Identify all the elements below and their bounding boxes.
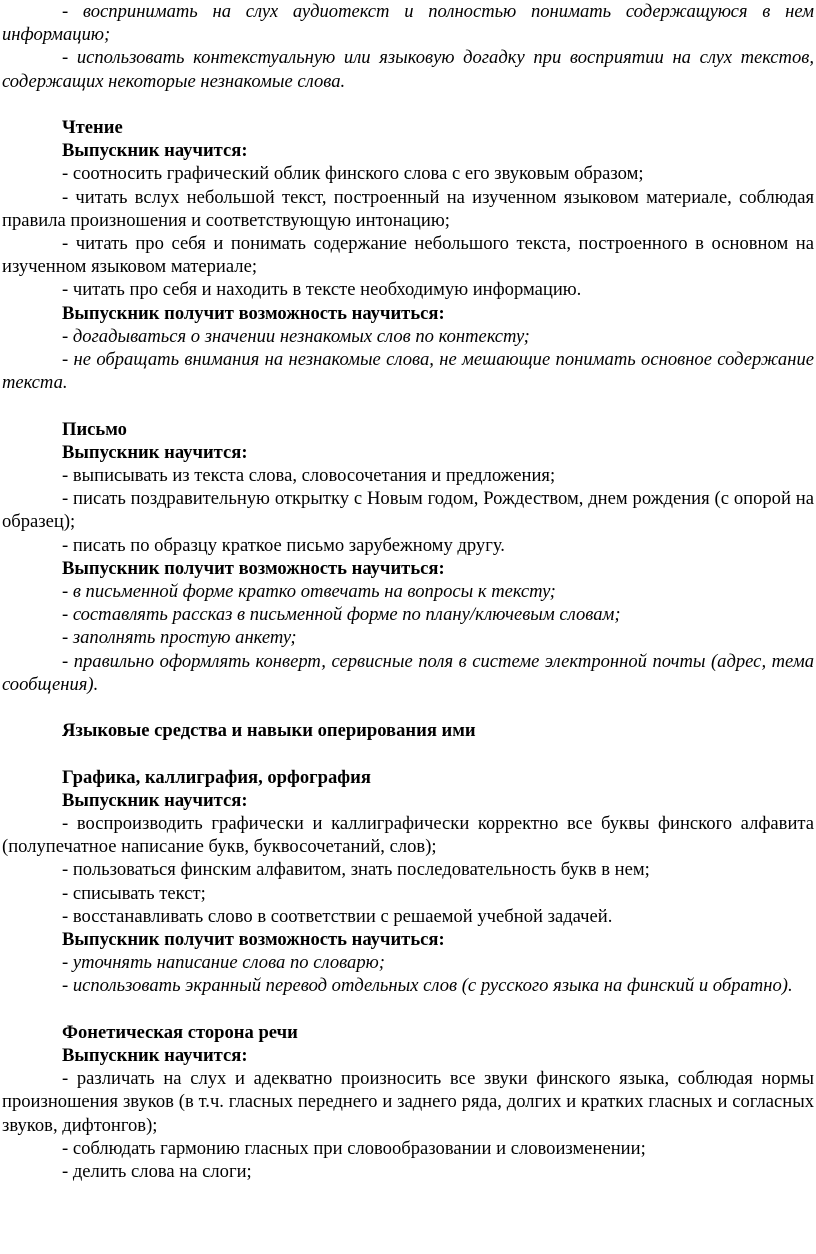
writing-opportunity-heading: Выпускник получит возможность научиться: xyxy=(62,557,445,579)
reading-learn-heading: Выпускник научится: xyxy=(62,140,248,162)
graphics-learn-item-4: - восстанавливать слово в соответствии с решаемой учебной задачей. xyxy=(62,905,613,927)
section-title-language-means: Языковые средства и навыки оперирования ими xyxy=(62,720,476,742)
writing-learn-item-1: - выписывать из текста слова, словосочетания и предложения; xyxy=(62,465,556,487)
reading-learn-item-1: - соотносить графический облик финского слова с его звуковым образом; xyxy=(62,163,644,185)
reading-opportunity-item-2: - не обращать внимания на незнакомые слова, не мешающие понимать основное содержание текста. xyxy=(2,349,814,394)
phonetics-learn-item-1: - различать на слух и адекватно произносить все звуки финского языка, соблюдая нормы произношения звуков (в т.ч. гласных переднего и заднего ряда, долгих и кратких гласных и согласных звуков, дифтонгов); xyxy=(2,1068,814,1136)
listening-item-1: - воспринимать на слух аудиотекст и полностью понимать содержащуюся в нем информацию; xyxy=(2,1,814,46)
reading-learn-item-2: - читать вслух небольшой текст, построенный на изученном языковом материале, соблюдая правила произношения и соответствующую интонацию; xyxy=(2,186,814,231)
spacer xyxy=(2,93,814,116)
reading-opportunity-heading: Выпускник получит возможность научиться: xyxy=(62,302,445,324)
graphics-opportunity-item-1: - уточнять написание слова по словарю; xyxy=(62,952,385,974)
reading-learn-item-3: - читать про себя и понимать содержание небольшого текста, построенного в основном на изученном языковом материале; xyxy=(2,233,814,278)
phonetics-learn-heading: Выпускник научится: xyxy=(62,1045,248,1067)
spacer xyxy=(2,742,814,765)
writing-opportunity-item-1: - в письменной форме кратко отвечать на вопросы к тексту; xyxy=(62,581,556,603)
reading-opportunity-item-1: - догадываться о значении незнакомых слов по контексту; xyxy=(62,325,530,347)
writing-opportunity-item-3: - заполнять простую анкету; xyxy=(62,627,297,649)
section-title-phonetics: Фонетическая сторона речи xyxy=(62,1021,298,1043)
graphics-learn-heading: Выпускник научится: xyxy=(62,789,248,811)
writing-learn-heading: Выпускник научится: xyxy=(62,441,248,463)
spacer xyxy=(2,998,814,1021)
writing-learn-item-2: - писать поздравительную открытку с Новым годом, Рождеством, днем рождения (с опорой на образец); xyxy=(2,488,814,533)
graphics-opportunity-item-2: - использовать экранный перевод отдельных слов (с русского языка на финский и обратно). xyxy=(62,975,793,997)
graphics-learn-item-3: - списывать текст; xyxy=(62,882,206,904)
spacer xyxy=(2,394,814,417)
section-title-graphics: Графика, каллиграфия, орфография xyxy=(62,766,371,788)
reading-learn-item-4: - читать про себя и находить в тексте необходимую информацию. xyxy=(62,279,582,301)
writing-learn-item-3: - писать по образцу краткое письмо зарубежному другу. xyxy=(62,534,505,556)
writing-opportunity-item-4: - правильно оформлять конверт, сервисные поля в системе электронной почты (адрес, тема сообщения). xyxy=(2,650,814,695)
section-title-reading: Чтение xyxy=(62,117,123,138)
phonetics-learn-item-3: - делить слова на слоги; xyxy=(62,1161,252,1183)
listening-item-2: - использовать контекстуальную или языковую догадку при восприятии на слух текстов, содержащих некоторые незнакомые слова. xyxy=(2,47,814,92)
section-title-writing: Письмо xyxy=(62,418,127,440)
spacer xyxy=(2,696,814,719)
phonetics-learn-item-2: - соблюдать гармонию гласных при словообразовании и словоизменении; xyxy=(62,1137,646,1159)
graphics-learn-item-1: - воспроизводить графически и каллиграфически корректно все буквы финского алфавита (полупечатное написание букв, буквосочетаний, слов); xyxy=(2,813,814,858)
graphics-opportunity-heading: Выпускник получит возможность научиться: xyxy=(62,929,445,951)
writing-opportunity-item-2: - составлять рассказ в письменной форме по плану/ключевым словам; xyxy=(62,604,621,626)
graphics-learn-item-2: - пользоваться финским алфавитом, знать последовательность букв в нем; xyxy=(62,859,650,881)
